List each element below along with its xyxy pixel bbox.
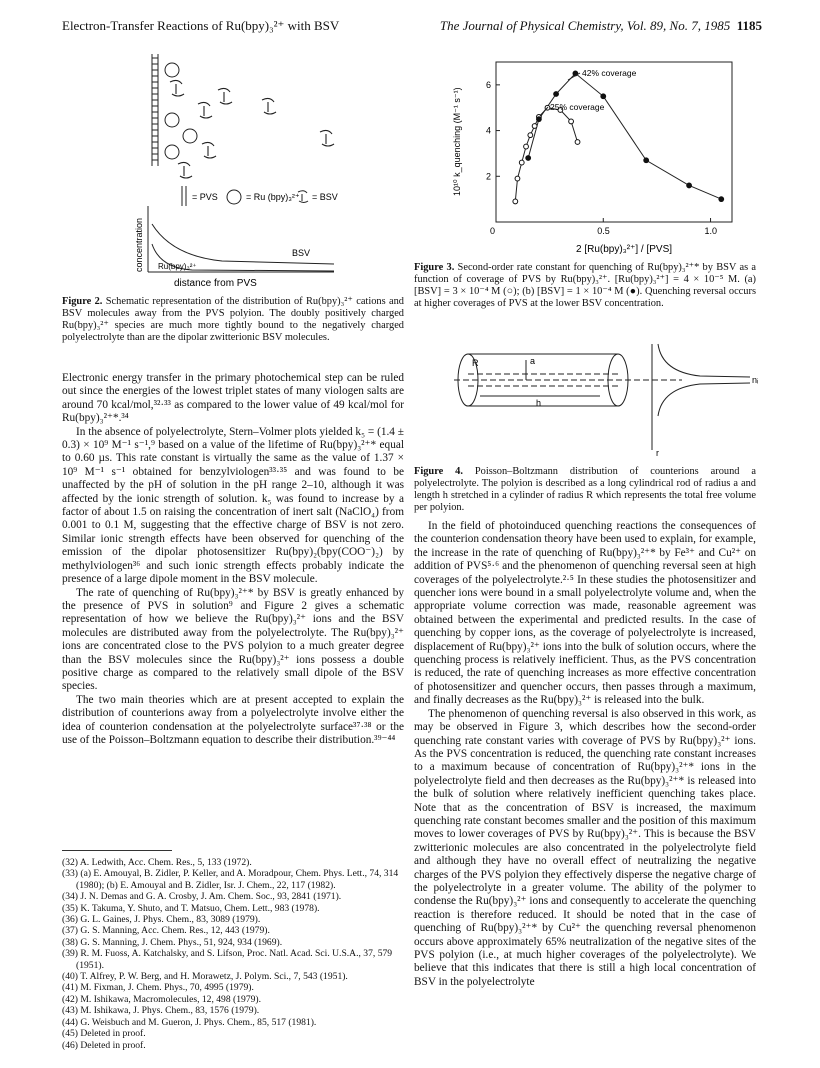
data-point-filled [537,117,542,122]
caption-label: Figure 3. [414,262,455,273]
x-tick-label: 0 [490,226,496,236]
legend-ru: = Ru (bpy)₃²⁺ [246,192,300,202]
reference: (35) K. Takuma, Y. Shuto, and T. Matsuo, Chem. Lett., 983 (1978). [62,902,320,914]
x-tick-label: 1.0 [704,226,718,236]
reference: (36) G. L. Gaines, J. Phys. Chem., 83, 3089 (1979). [62,914,261,926]
bsv-marker [178,162,192,178]
reference: (40) T. Alfrey, P. W. Berg, and H. Morawetz, J. Polym. Sci., 7, 543 (1951). [62,971,348,983]
figure-3-caption [414,262,756,310]
data-point-open [528,133,533,138]
figure-2-caption [62,296,404,344]
fig2-curve-ru: Ru(bpy)₃²⁺ [158,262,197,271]
paragraph: The rate of quenching of Ru(bpy)₃²⁺* by BSV is greatly enhanced by the presence of PVS in solution⁹ and Figure 2 gives a schematic representation of how we believe the Ru(bpy)₃²⁺ ions and the BSV molecules are distributed away from the polyelectrolyte. The Ru(bpy)₃²⁺ ions are concentrated close to the PVS polyion to a much greater degree than the BSV molecules since the Ru(bpy)₃²⁺ ions possess a double positive charge as compared to the relatively small dipole of the BSV species. [62,586,404,693]
data-point-open [575,140,580,145]
paragraph: In the field of photoinduced quenching reactions the consequences of the counterion condensation theory have been used to explain, for example, the increase in the rate of quenching of Ru(bpy)₃²⁺* by Fe³⁺ and Cu²⁺ on addition of PVS⁵·⁶ and the phenomenon of quenching reversal seen at high coverages of the polyelectrolyte.²·⁵ In these studies the photosensitizer and quencher ions were bound in a small polyelectrolyte volume and, when the appropriate volume correction was made, reasonable agreement was obtained between the experimental and predicted results. In the case of quenching by copper ions, as the coverage of polyelectrolyte is increased, displacement of Ru(bpy)₃²⁺ ions into the bulk of solution occurs, where the quenching process is relatively inefficient. Thus, as the PVS concentration is reduced, the rate of quenching increases as more effective concentration of photosensitizer and quencher occurs, then passes through a maximum, and finally decreases as the Ru(bpy)₃²⁺ is released into the bulk. [414,520,756,707]
bsv-marker [218,88,232,104]
journal-name: The Journal of Physical Chemistry, Vol. 89, No. 7, 1985 [439,18,731,33]
x-tick-label: 0.5 [597,226,610,236]
bsv-markers [170,80,334,178]
label-h: h [536,398,542,408]
reference: (34) J. N. Demas and G. A. Crosby, J. Am. Chem. Soc., 93, 2841 (1971). [62,891,342,903]
ru-marker [165,63,179,77]
y-tick-label: 6 [486,79,492,90]
plot-frame [496,62,732,222]
legend-bsv: = BSV [312,192,338,202]
reference: (44) G. Weisbuch and M. Gueron, J. Phys. Chem., 85, 517 (1981). [62,1016,317,1028]
ru-marker [183,129,197,143]
references [62,850,404,1051]
reference: (32) A. Ledwith, Acc. Chem. Res., 5, 133 (1972). [62,857,252,868]
bsv-marker [198,102,212,118]
ru-bpy-markers [165,63,197,159]
paragraph: The phenomenon of quenching reversal is also observed in this work, as may be observed in Figure 3, which describes how the second-order quenching rate constant varies with coverage of PVS by Ru(bpy)₃²⁺ ions. As the PVS concentration is reduced, the quenching rate constant increases to a maximum because of concentration of Ru(bpy)₃²⁺* ions in the polyelectrolyte field and then decreases as the Ru(bpy)₃²⁺* is released into the bulk of solution where relatively inefficient quenching takes place. Note that as the concentration of BSV is increased, the maximum quenching rate constant becomes smaller and the position of this maximum moves to lower coverages of PVS by Ru(bpy)₃²⁺. This is because the BSV zwitterionic molecules are also concentrated in the polyelectrolyte field and although they have no overall effect of neutralizing the negative charges of the PVS polyion they effectively disperse the negative charge of the polyelectrolyte in a greater volume. The ability of the polymer to condense the Ru(bpy)₃²⁺ ions and consequently to accelerate the quenching reaction is therefore reduced. It should be noted that in the case of quenching of Ru(bpy)₃²⁺* by Cu²⁺ the quenching reversal phenomenon occurs above approximately 65% neutralization of the negative sites of the PVS polyion (i.e., at much higher coverages of the polyelectrolyte). We believe that this indicates that there is still a high local concentration of BSV in the polyelectrolyte [414,707,756,988]
bsv-marker [320,130,334,146]
series-line [515,108,577,202]
fig2-legend [182,186,338,206]
data-point-filled [554,92,559,97]
label-r: r [656,448,659,458]
reference: (45) Deleted in proof. [62,1028,146,1040]
reference: (38) G. S. Manning, J. Chem. Phys., 51, 924, 934 (1969). [62,936,283,948]
data-point-open [532,124,537,129]
data-point-filled [644,158,649,163]
caption-text: Schematic representation of the distribution of Ru(bpy)₃²⁺ cations and BSV molecules away from the PVS polyion. The doubly positively charged Ru(bpy)₃²⁺ species are much more tightly bound to the negatively charged polyelectrolyte than are the dipolar zwitterionic BSV molecules. [62,296,405,343]
figure-4-diagram [450,340,770,460]
caption-label: Figure 2. [62,296,103,307]
references-rule [62,850,172,851]
reference: (33) (a) E. Amouyal, B. Zidler, P. Keller, and A. Moradpour, Chem. Phys. Lett., 74, 314 (1980); (b) E. Amouyal and B. Zidler, Isr. J. Chem., 22, 117 (1982). [62,868,399,891]
reference: (43) M. Ishikawa, J. Phys. Chem., 83, 1576 (1979). [62,1005,260,1017]
data-point-open [569,119,574,124]
caption-label: Figure 4. [414,466,463,477]
data-point-filled [687,183,692,188]
data-point-filled [719,197,724,202]
figure-4-caption [414,466,756,514]
page-number: 1185 [736,18,762,33]
bsv-marker [202,142,216,158]
fig2-curve-bsv: BSV [292,248,311,258]
data-point-open [515,176,520,181]
ru-marker [165,145,179,159]
ni-curve-upper [658,344,750,377]
label-ni: nᵢ [752,375,759,385]
paragraph: In the absence of polyelectrolyte, Stern–Volmer plots yielded k₅ = (1.4 ± 0.3) × 10⁹ M⁻¹ s⁻¹,⁹ based on a value of the lifetime of Ru(bpy)₃²⁺* equal to 0.60 µs. This rate constant is virtually the same as the value of 1.37 × 10⁹ M⁻¹ s⁻¹ obtained for benzylviologen³³·³⁵ and was found to be unaffected by the pH of solution in the pH range 2–10, although it was affected by the ionic strength of solution. k₅ was found to increase by a factor of about 1.5 on raising the concentration of inert salt (NaClO₄) from 0.001 to 0.1 M, suggesting that the effective charge of BSV is not zero. Similar ionic strength effects have been observed for quenching of the emission of the dipolar photosensitizer Ru(bpy)₂(bpy(COO⁻)₂) by methylviologen³⁶ and such ionic strength effects probably indicate the presence of a large dipole moment in the BSV molecule. [62,425,404,586]
data-point-open [524,144,529,149]
running-header: Electron-Transfer Reactions of Ru(bpy)₃²⁺ with BSV [62,18,340,33]
journal-header [440,18,762,34]
figure-2-schematic [62,48,404,298]
reference: (41) M. Fixman, J. Chem. Phys., 70, 4995 (1979). [62,982,254,994]
bsv-marker [262,98,276,114]
ru-marker [165,113,179,127]
y-tick-label: 2 [486,171,492,182]
fig2-ylabel: concentration [134,217,144,272]
left-column-body [62,372,404,747]
fig2-plot [134,206,334,289]
annotation-25-pointer [540,107,548,116]
reference: (46) Deleted in proof. [62,1039,146,1051]
bsv-distribution-curve [152,224,334,264]
bsv-marker [170,80,184,96]
x-axis-label: 2 [Ru(bpy)₃²⁺] / [PVS] [576,244,673,255]
y-axis-label: 10¹⁰ k_quenching (M⁻¹ s⁻¹) [452,87,462,196]
y-tick-label: 4 [486,125,492,136]
ni-curve-lower [658,383,750,416]
paragraph: The two main theories which are at present accepted to explain the distribution of counterions away from a polyelectrolyte involve either the idea of counterion condensation at the polyelectrolyte surface³⁷·³⁸ or the use of the Poisson–Boltzmann equation to describe their distribution.³⁹⁻⁴⁴ [62,693,404,746]
fig2-xlabel: distance from PVS [174,278,257,289]
data-point-open [519,160,524,165]
caption-text: Poisson–Boltzmann distribution of counterions around a polyelectrolyte. The polyion is described as a long cylindrical rod of radius a and length h stretched in a cylinder of radius R which represents the total free volume per polyion. [414,466,756,513]
reference: (39) R. M. Fuoss, A. Katchalsky, and S. Lifson, Proc. Natl. Acad. Sci. U.S.A., 37, 579 (1951). [62,948,393,971]
paragraph: Electronic energy transfer in the primary photochemical step can be ruled out since the energies of the lowest triplet states of many viologen salts are around 70 kcal/mol,³²·³³ as compared to the lower value of 49 kcal/mol for Ru(bpy)₃²⁺*.³⁴ [62,372,404,425]
label-a: a [530,356,536,366]
legend-ru-icon [227,190,241,204]
figure-3-chart [440,56,750,256]
reference: (42) M. Ishikawa, Macromolecules, 12, 498 (1979). [62,993,262,1005]
right-column-body [414,520,756,989]
legend-pvs: = PVS [192,192,218,202]
data-point-open [513,199,518,204]
label-R: R [472,358,479,368]
data-point-filled [601,94,606,99]
reference: (37) G. S. Manning, Acc. Chem. Res., 12, 443 (1979). [62,925,270,937]
annotation-42: 42% coverage [582,68,637,78]
caption-text: Second-order rate constant for quenching of Ru(bpy)₃²⁺* by BSV as a function of coverage of PVS by Ru(bpy)₃²⁺. [Ru(bpy)₃²⁺] = 4 × 10⁻⁵ M. (a) [BSV] = 3 × 10⁻⁴ M (○); (b) [BSV] = 1 × 10⁻⁴ M (●). Quenching reversal occurs at higher coverages of PVS at the lower BSV concentration. [414,262,756,309]
annotation-25: 25% coverage [550,102,605,112]
data-point-filled [526,156,531,161]
